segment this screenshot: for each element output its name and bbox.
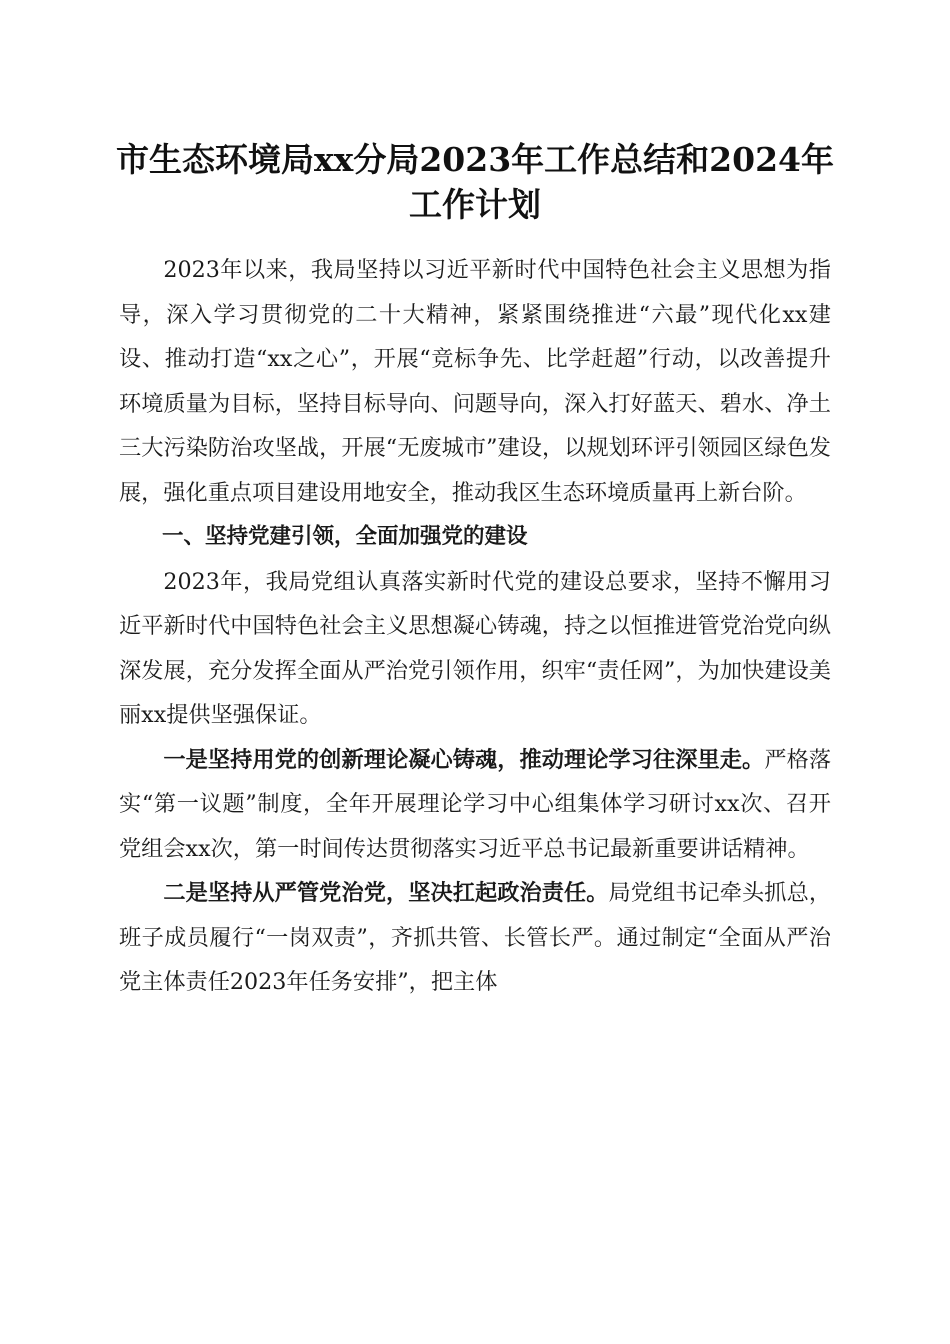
item-one-lead: 一是坚持用党的创新理论凝心铸魂，推动理论学习往深里走。 (163, 746, 765, 773)
document-title: 市生态环境局xx分局2023年工作总结和2024年工作计划 (115, 140, 835, 224)
section-intro-paragraph: 2023年，我局党组认真落实新时代党的建设总要求，坚持不懈用习近平新时代中国特色社会主义思想凝心铸魂，持之以恒推进管党治党向纵深发展，充分发挥全面从严治党引领作用，织牢“责任网”，为加快建设美丽xx提供坚强保证。 (119, 568, 831, 728)
section-heading: 一、坚持党建引领，全面加强党的建设 (162, 524, 528, 549)
item-two-paragraph (119, 871, 831, 1005)
item-two-body: 局党组书记牵头抓总，班子成员履行“一岗双责”，齐抓共管、长管长严。通过制定“全面从严治党主体责任2023年任务安排”，把主体 (119, 880, 832, 995)
intro-paragraph: 2023年以来，我局坚持以习近平新时代中国特色社会主义思想为指导，深入学习贯彻党的二十大精神，紧紧围绕推进“六最”现代化xx建设、推动打造“xx之心”，开展“竞标争先、比学赶超”行动，以改善提升环境质量为目标，坚持目标导向、问题导向，深入打好蓝天、碧水、净土三大污染防治攻坚战，开展“无废城市”建设，以规划环评引领园区绿色发展，强化重点项目建设用地安全，推动我区生态环境质量再上新台阶。 (119, 257, 831, 506)
item-one-body: 严格落实“第一议题”制度，全年开展理论学习中心组集体学习研讨xx次、召开党组会xx次，第一时间传达贯彻落实习近平总书记最新重要讲话精神。 (119, 746, 832, 862)
item-two-lead: 二是坚持从严管党治党，坚决扛起政治责任。 (163, 880, 609, 906)
item-one-paragraph (119, 738, 831, 872)
document-body (119, 248, 831, 1005)
